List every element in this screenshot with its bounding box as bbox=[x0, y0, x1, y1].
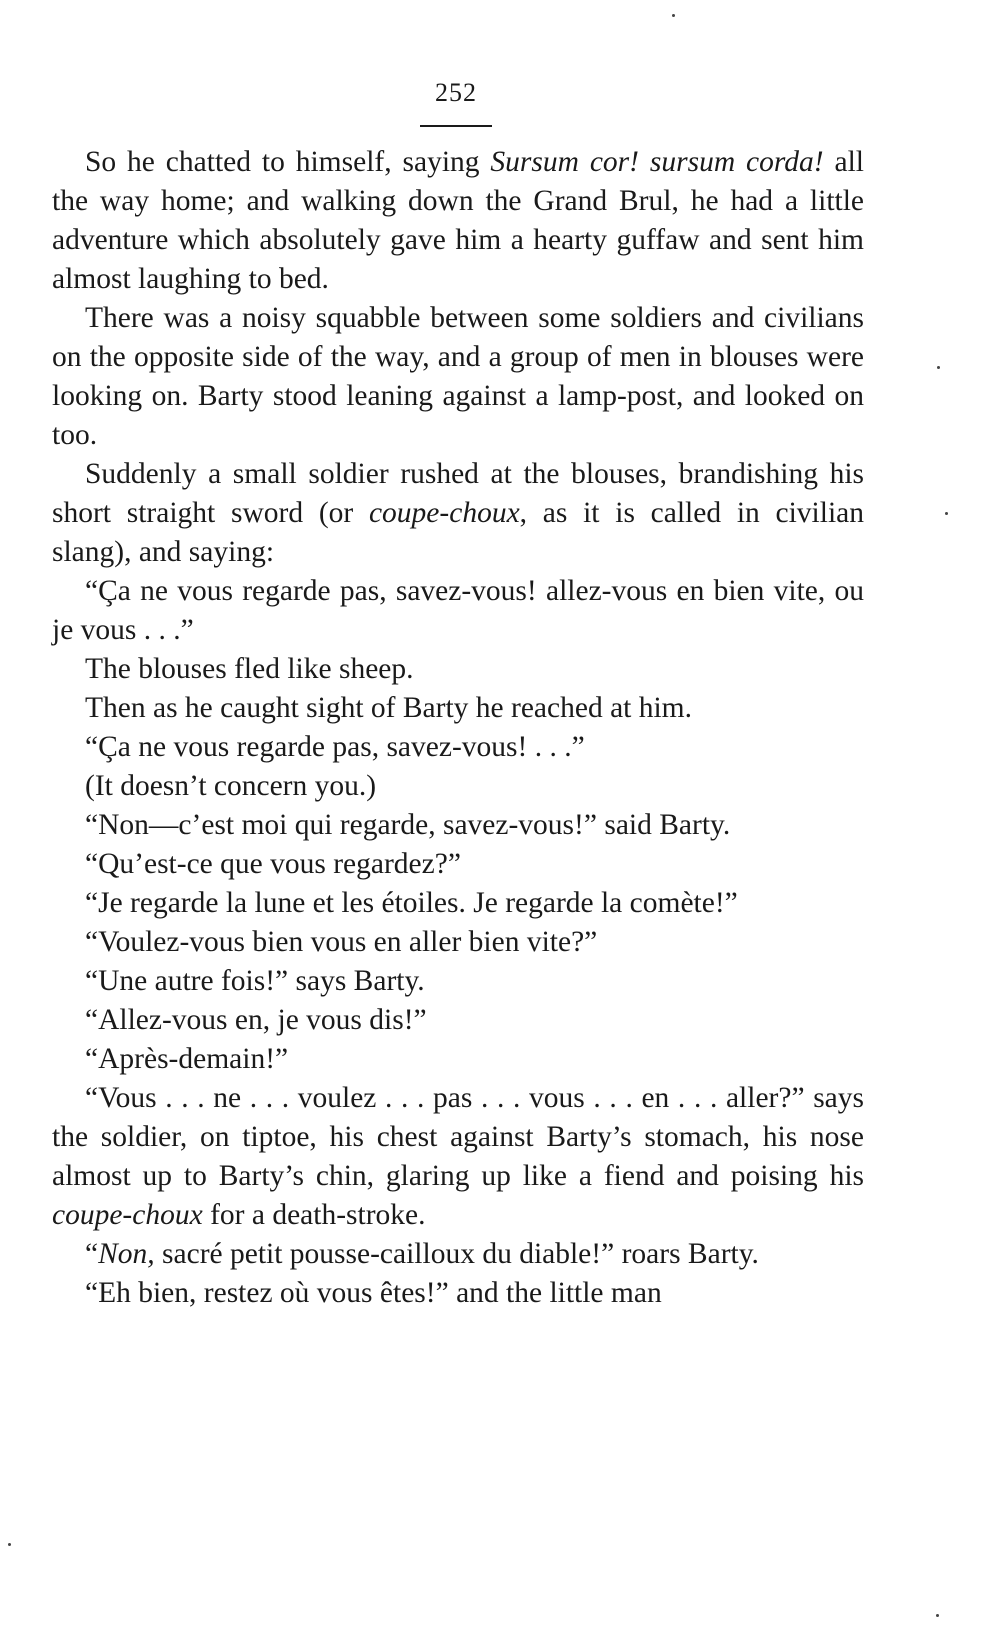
italic-text: coupe-choux bbox=[52, 1199, 203, 1231]
page-number bbox=[0, 78, 912, 108]
paragraph bbox=[52, 806, 864, 845]
text-run: The blouses fled like sheep. bbox=[85, 653, 414, 685]
text-run: “Non—c’est moi qui regarde, savez-vous!” said Barty. bbox=[85, 809, 731, 841]
text-run: “ bbox=[85, 1238, 99, 1270]
text-run: There was a noisy squabble between some soldiers and civilians on the opposite side of the way, and a group of men in blouses were looking on. Barty stood leaning against a lamp-post, and looked on too. bbox=[52, 302, 864, 451]
paragraph bbox=[52, 572, 864, 650]
text-run: sacré petit pousse-cailloux du diable!” roars Barty. bbox=[154, 1238, 759, 1270]
text-run: for a death-stroke. bbox=[202, 1199, 426, 1231]
italic-text: coupe-choux bbox=[368, 497, 520, 529]
paragraph bbox=[52, 767, 864, 806]
text-run: “Ça ne vous regarde pas, savez-vous! . . .” bbox=[85, 731, 585, 763]
text-run: “Une autre fois!” says Barty. bbox=[85, 965, 425, 997]
scan-speck bbox=[937, 366, 940, 369]
paragraph bbox=[52, 299, 864, 455]
scan-speck bbox=[936, 1614, 939, 1617]
body-text bbox=[52, 143, 864, 1313]
italic-text: Sursum cor! sursum corda! bbox=[490, 146, 824, 178]
paragraph bbox=[52, 962, 864, 1001]
text-run: (It doesn’t concern you.) bbox=[85, 770, 377, 802]
text-run: “Eh bien, restez où vous êtes!” and the little man bbox=[85, 1277, 662, 1309]
header-rule bbox=[420, 125, 492, 127]
text-run: “Après-demain!” bbox=[85, 1043, 289, 1075]
text-run: “Voulez-vous bien vous en aller bien vite?” bbox=[85, 926, 598, 958]
text-run: all the way home; and walking down the Grand Brul, he had a little adventure which absolutely gave him a hearty guffaw and sent him almost laughing to bed. bbox=[52, 146, 864, 295]
paragraph bbox=[52, 728, 864, 767]
italic-text: Non, bbox=[98, 1238, 155, 1270]
text-run: , as it is called in civilian slang), and saying: bbox=[52, 497, 864, 568]
paragraph bbox=[52, 845, 864, 884]
scan-speck bbox=[8, 1543, 11, 1546]
paragraph bbox=[52, 1235, 864, 1274]
text-run: “Allez-vous en, je vous dis!” bbox=[85, 1004, 427, 1036]
paragraph bbox=[52, 650, 864, 689]
text-run: Suddenly a small soldier rushed at the blouses, brandishing his short straight sword (or bbox=[52, 458, 864, 529]
text-run: “Je regarde la lune et les étoiles. Je regarde la comète!” bbox=[85, 887, 738, 919]
paragraph bbox=[52, 1274, 864, 1313]
text-run: “Ça ne vous regarde pas, savez-vous! allez-vous en bien vite, ou je vous . . .” bbox=[52, 575, 864, 646]
paragraph bbox=[52, 884, 864, 923]
text-run: So he chatted to himself, saying bbox=[85, 146, 491, 178]
scan-speck bbox=[672, 14, 675, 17]
paragraph bbox=[52, 923, 864, 962]
text-run: “Qu’est-ce que vous regardez?” bbox=[85, 848, 461, 880]
text-run: “Vous . . . ne . . . voulez . . . pas . . . vous . . . en . . . aller?” says the soldier, on tiptoe, his chest against Barty’s stomach, his nose almost up to Barty’s chin, glaring up like a fiend and poising his bbox=[52, 1082, 864, 1192]
paragraph bbox=[52, 455, 864, 572]
scan-speck bbox=[945, 512, 948, 515]
paragraph bbox=[52, 1001, 864, 1040]
paragraph bbox=[52, 1040, 864, 1079]
paragraph bbox=[52, 1079, 864, 1235]
text-run: Then as he caught sight of Barty he reached at him. bbox=[85, 692, 692, 724]
paragraph bbox=[52, 143, 864, 299]
paragraph bbox=[52, 689, 864, 728]
page-number-text: 252 bbox=[435, 78, 477, 107]
